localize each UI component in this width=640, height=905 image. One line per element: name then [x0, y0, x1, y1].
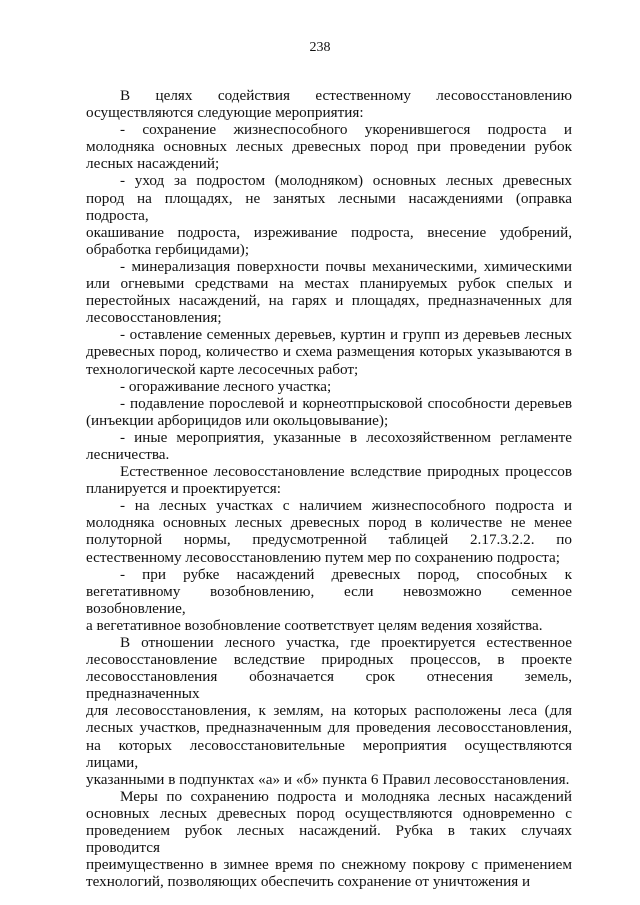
text-line: В отношении лесного участка, где проектируется естественное	[120, 634, 572, 651]
text-line: лесных участков, предназначенным для проведения лесовосстановления,	[86, 719, 572, 737]
text-line: молодняка основных лесных древесных пород в количестве не менее	[86, 514, 572, 532]
text-line: планируется и проектируется:	[86, 480, 281, 498]
paragraph	[86, 395, 572, 429]
page-number: 238	[309, 40, 331, 55]
text-line: полуторной нормы, предусмотренной таблицей 2.17.3.2.2. по	[86, 531, 572, 549]
text-line: - огораживание лесного участка;	[120, 377, 332, 395]
text-line: а вегетативное возобновление соответствует целям ведения хозяйства.	[86, 616, 543, 634]
text-line: - при рубке насаждений древесных пород, способных к	[120, 565, 572, 583]
text-line: на которых лесовосстановительные мероприятия осуществляются лицами,	[86, 736, 572, 771]
text-line: указанными в подпунктах «а» и «б» пункта 6 Правил лесовосстановления.	[86, 770, 570, 788]
text-line: лесовосстановления;	[86, 309, 222, 327]
text-line: - минерализация поверхности почвы механическими, химическими	[120, 257, 572, 275]
text-line: Естественное лесовосстановление вследствие природных процессов	[120, 463, 572, 481]
text-line: Меры по сохранению подроста и молодняка лесных насаждений	[120, 787, 572, 805]
paragraph	[86, 634, 572, 788]
text-line: древесных пород, количество и схема размещения которых указываются в	[86, 343, 572, 361]
text-line: основных лесных древесных пород осуществляются одновременно с	[86, 804, 572, 822]
text-line: перестойных насаждений, на гарях и площадях, предназначенных для	[86, 292, 572, 310]
text-line: технологической карте лесосечных работ;	[86, 360, 359, 378]
text-line: молодняка основных лесных древесных пород при проведении рубок	[86, 138, 572, 156]
paragraph	[86, 378, 572, 395]
paragraph	[86, 463, 572, 497]
text-line: - на лесных участках с наличием жизнеспособного подроста и	[120, 497, 572, 515]
text-line: осуществляются следующие мероприятия:	[86, 104, 364, 122]
text-line: лесничества.	[86, 445, 170, 463]
text-line: - оставление семенных деревьев, куртин и групп из деревьев лесных	[120, 326, 572, 344]
text-line: лесовосстановления обозначается срок отнесения земель, предназначенных	[86, 668, 572, 703]
paragraph	[86, 172, 572, 257]
text-line: (инъекции арборицидов или окольцовывание);	[86, 411, 389, 429]
text-line: В целях содействия естественному лесовосстановлению	[120, 87, 572, 104]
text-line: вегетативному возобновлению, если невозможно семенное возобновление,	[86, 582, 572, 617]
text-line: - подавление порослевой и корнеотпрысковой способности деревьев	[120, 394, 572, 412]
text-line: обработка гербицидами);	[86, 240, 250, 258]
text-line: пород на площадях, не занятых лесными насаждениями (оправка подроста,	[86, 189, 572, 224]
paragraph	[86, 566, 572, 634]
text-line: лесовосстановление вследствие природных процессов, в проекте	[86, 651, 572, 669]
paragraph	[86, 497, 572, 565]
text-line: - уход за подростом (молодняком) основных лесных древесных	[120, 172, 572, 190]
text-line: естественному лесовосстановлению путем мер по сохранению подроста;	[86, 548, 560, 566]
paragraph	[86, 429, 572, 463]
paragraph	[86, 121, 572, 172]
paragraph	[86, 87, 572, 121]
paragraph	[86, 788, 572, 891]
text-line: технологий, позволяющих обеспечить сохранение от уничтожения и	[86, 873, 531, 891]
document-body	[86, 87, 572, 890]
text-line: лесных насаждений;	[86, 155, 220, 173]
text-line: для лесовосстановления, к землям, на которых расположены леса (для	[86, 702, 572, 720]
paragraph	[86, 258, 572, 326]
text-line: проведением рубок лесных насаждений. Рубка в таких случаях проводится	[86, 822, 572, 857]
text-line: или огневыми средствами на местах планируемых рубок спелых и	[86, 275, 572, 293]
text-line: - иные мероприятия, указанные в лесохозяйственном регламенте	[120, 428, 572, 446]
text-line: окашивание подроста, изреживание подроста, внесение удобрений,	[86, 223, 572, 241]
paragraph	[86, 326, 572, 377]
text-line: - сохранение жизнеспособного укоренившегося подроста и	[120, 121, 572, 139]
text-line: преимущественно в зимнее время по снежному покрову с применением	[86, 856, 572, 874]
